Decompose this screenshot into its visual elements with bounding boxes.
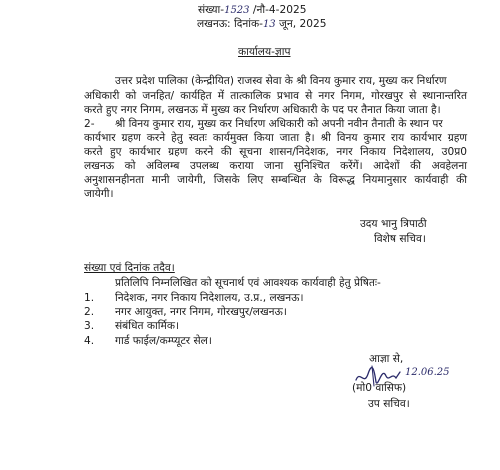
copy-item-text: संबंधित कार्मिक। [115, 320, 179, 332]
para1-line-1: उत्तर प्रदेश पालिका (केन्द्रीयित) राजस्व सेवा के श्री विनय कुमार राय, मुख्य कर निर्धारण [115, 75, 447, 87]
para2-line-2: कार्यभार ग्रहण करने हेतु स्वतः कार्यमुक्त किया जाता है। श्री विनय कुमार राय कार्यभार ग्रहण [84, 132, 467, 144]
copy-intro: प्रतिलिपि निम्नलिखित को सूचनार्थ एवं आवश्यक कार्यवाही हेतु प्रेषितः- [115, 277, 381, 289]
memo-title: कार्यालय-ज्ञाप [238, 46, 291, 58]
copy-item-text: निदेशक, नगर निकाय निदेशालय, उ.प्र., लखनऊ। [115, 292, 304, 304]
para2-line-3: करते हुए कार्यभार ग्रहण करने की सूचना शासन/निदेशक, नगर निकाय निदेशालय, उ0प्र0 [84, 146, 467, 158]
copy-item-text: नगर आयुक्त, नगर निगम, गोरखपुर/लखनऊ। [115, 306, 287, 318]
para2-line-1: श्री विनय कुमार राय, मुख्य कर निर्धारण अधिकारी को अपनी नवीन तैनाती के स्थान पर [115, 118, 443, 130]
section-title: संख्या एवं दिनांक तदैव। [84, 262, 175, 274]
copy-item-number: 1. [84, 292, 95, 304]
para1-line-3: करते हुए नगर निगम, लखनऊ में मुख्य कर निर्धारण अधिकारी के पद पर तैनात किया जाता है। [84, 104, 441, 116]
reference-handwritten: 1523 [224, 5, 250, 16]
para1-line-2: अधिकारी को जनहित/ कार्यहित में तात्कालिक प्रभाव से नगर निगम, गोरखपुर से स्थानान्तरित [84, 90, 467, 102]
copy-item-number: 3. [84, 320, 95, 332]
para2-line-4: लखनऊ को अविलम्ब उपलब्ध कराया जाना सुनिश्चित करेंगें। आदेशों की अवहेलना [84, 160, 467, 172]
date-handwritten: 13 [262, 19, 276, 30]
signatory1-name: उदय भानु त्रिपाठी [360, 218, 427, 230]
para2-number: 2- [84, 118, 95, 130]
signatory2-name: (मो0 वासिफ) [352, 382, 407, 394]
order-line: आज्ञा से, [369, 353, 404, 365]
copy-item-text: गार्ड फाईल/कम्प्यूटर सेल। [115, 335, 212, 347]
reference-suffix: /नौ-4-2025 [249, 4, 307, 16]
signature-date: 12.06.25 [405, 367, 450, 378]
copy-item-number: 2. [84, 306, 95, 318]
para2-line-5: अनुशासनहीनता मानी जायेगी, जिसके लिए सम्बन्धित के विरूद्ध नियमानुसार कार्यवाही की [84, 174, 467, 186]
signatory1-designation: विशेष सचिव। [374, 233, 426, 245]
para2-line-6: जायेगी। [84, 188, 114, 200]
date-prefix: लखनऊ: दिनांक- [197, 18, 263, 30]
copy-item-number: 4. [84, 335, 95, 347]
reference-number [198, 4, 306, 17]
signatory2-designation: उप सचिव। [368, 398, 410, 410]
date-suffix: जून, 2025 [275, 18, 327, 30]
reference-prefix: संख्या- [198, 4, 225, 16]
order-date [197, 18, 326, 31]
